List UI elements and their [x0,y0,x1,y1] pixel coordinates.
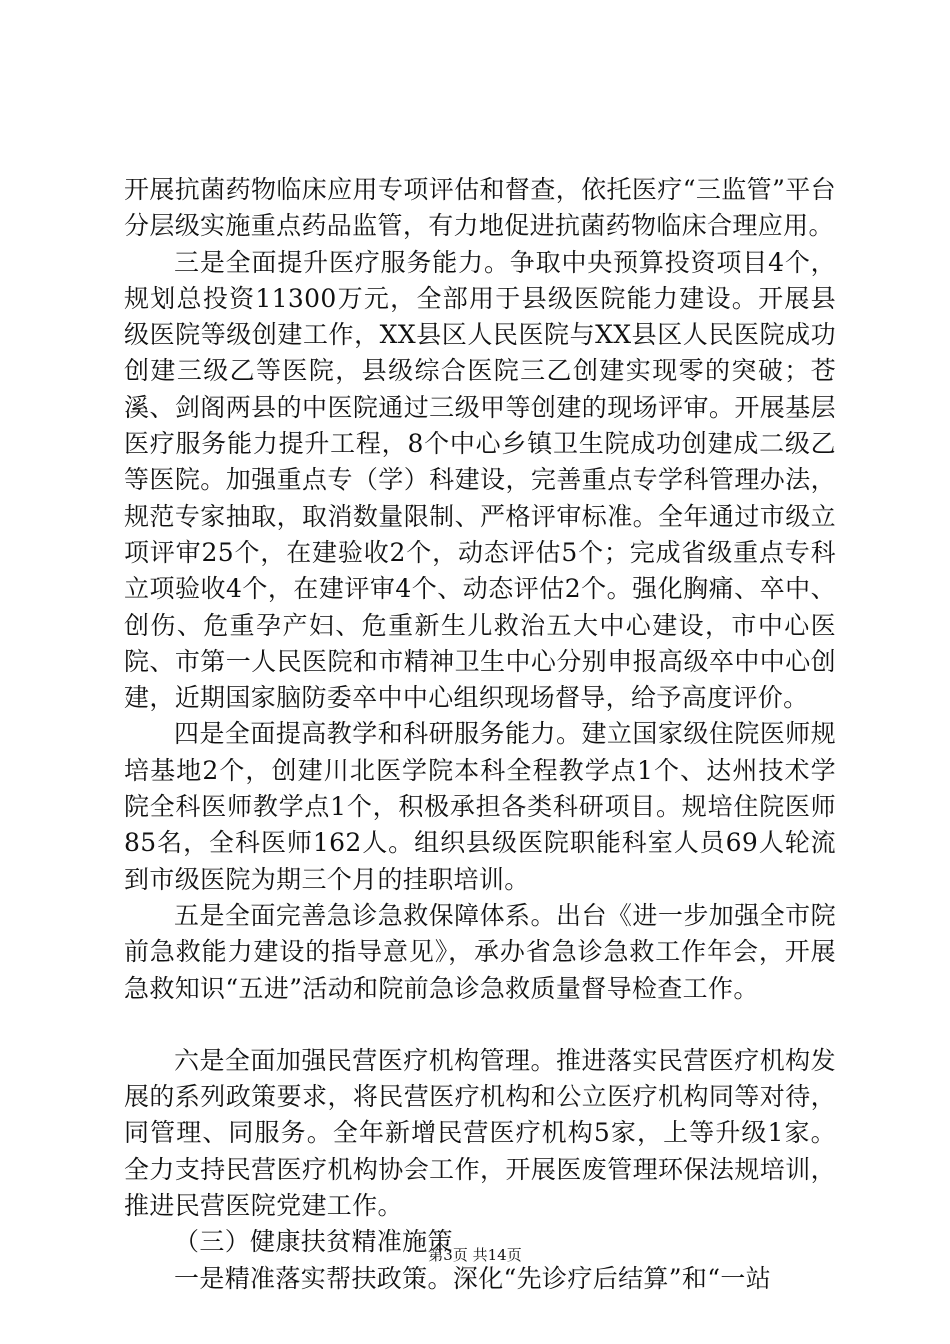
page-number-footer: 第3页 共14页 [428,1246,522,1264]
paragraph-assistance-policy: 一是精准落实帮扶政策。深化“先诊疗后结算”和“一站 [174,1263,772,1293]
paragraph-teaching-research: 四是全面提高教学和科研服务能力。建立国家级住院医师规培基地2个，创建川北医学院本科全程教学点1个、达州技术学院全科医师教学点1个，积极承担各类科研项目。规培住院医师85名，全科医师162人。组织县级医院职能科室人员69人轮流到市级医院为期三个月的挂职培训。 [124,719,836,894]
paragraph-medical-service-capacity: 三是全面提升医疗服务能力。争取中央预算投资项目4个，规划总投资11300万元，全部用于县级医院能力建设。开展县级医院等级创建工作，XX县区人民医院与XX县区人民医院成功创建三级乙等医院，县级综合医院三乙创建实现零的突破；苍溪、剑阁两县的中医院通过三级甲等创建的现场评审。开展基层医疗服务能力提升工程，8个中心乡镇卫生院成功创建成二级乙等医院。加强重点专（学）科建设，完善重点专学科管理办法，规范专家抽取，取消数量限制、严格评审标准。全年通过市级立项评审25个，在建验收2个，动态评估5个；完成省级重点专科立项验收4个，在建评审4个、动态评估2个。强化胸痛、卒中、创伤、危重孕产妇、危重新生儿救治五大中心建设，市中心医院、市第一人民医院和市精神卫生中心分别申报高级卒中中心创建，近期国家脑防委卒中中心组织现场督导，给予高度评价。 [124,247,836,713]
paragraph-continuation: 开展抗菌药物临床应用专项评估和督查，依托医疗“三监管”平台分层级实施重点药品监管，有力地促进抗菌药物临床合理应用。 [124,175,836,241]
document-body [124,172,836,1297]
section-heading-health-poverty: （三）健康扶贫精准施策 [174,1227,453,1257]
paragraph-private-institutions: 六是全面加强民营医疗机构管理。推进落实民营医疗机构发展的系列政策要求，将民营医疗机构和公立医疗机构同等对待，同管理、同服务。全年新增民营医疗机构5家，上等升级1家。全力支持民营医疗机构协会工作，开展医废管理环保法规培训，推进民营医院党建工作。 [124,1045,836,1221]
paragraph-emergency-system: 五是全面完善急诊急救保障体系。出台《进一步加强全市院前急救能力建设的指导意见》，承办省急诊急救工作年会，开展急救知识“五进”活动和院前急诊急救质量督导检查工作。 [124,900,836,1003]
paragraph-gap [124,1007,836,1043]
